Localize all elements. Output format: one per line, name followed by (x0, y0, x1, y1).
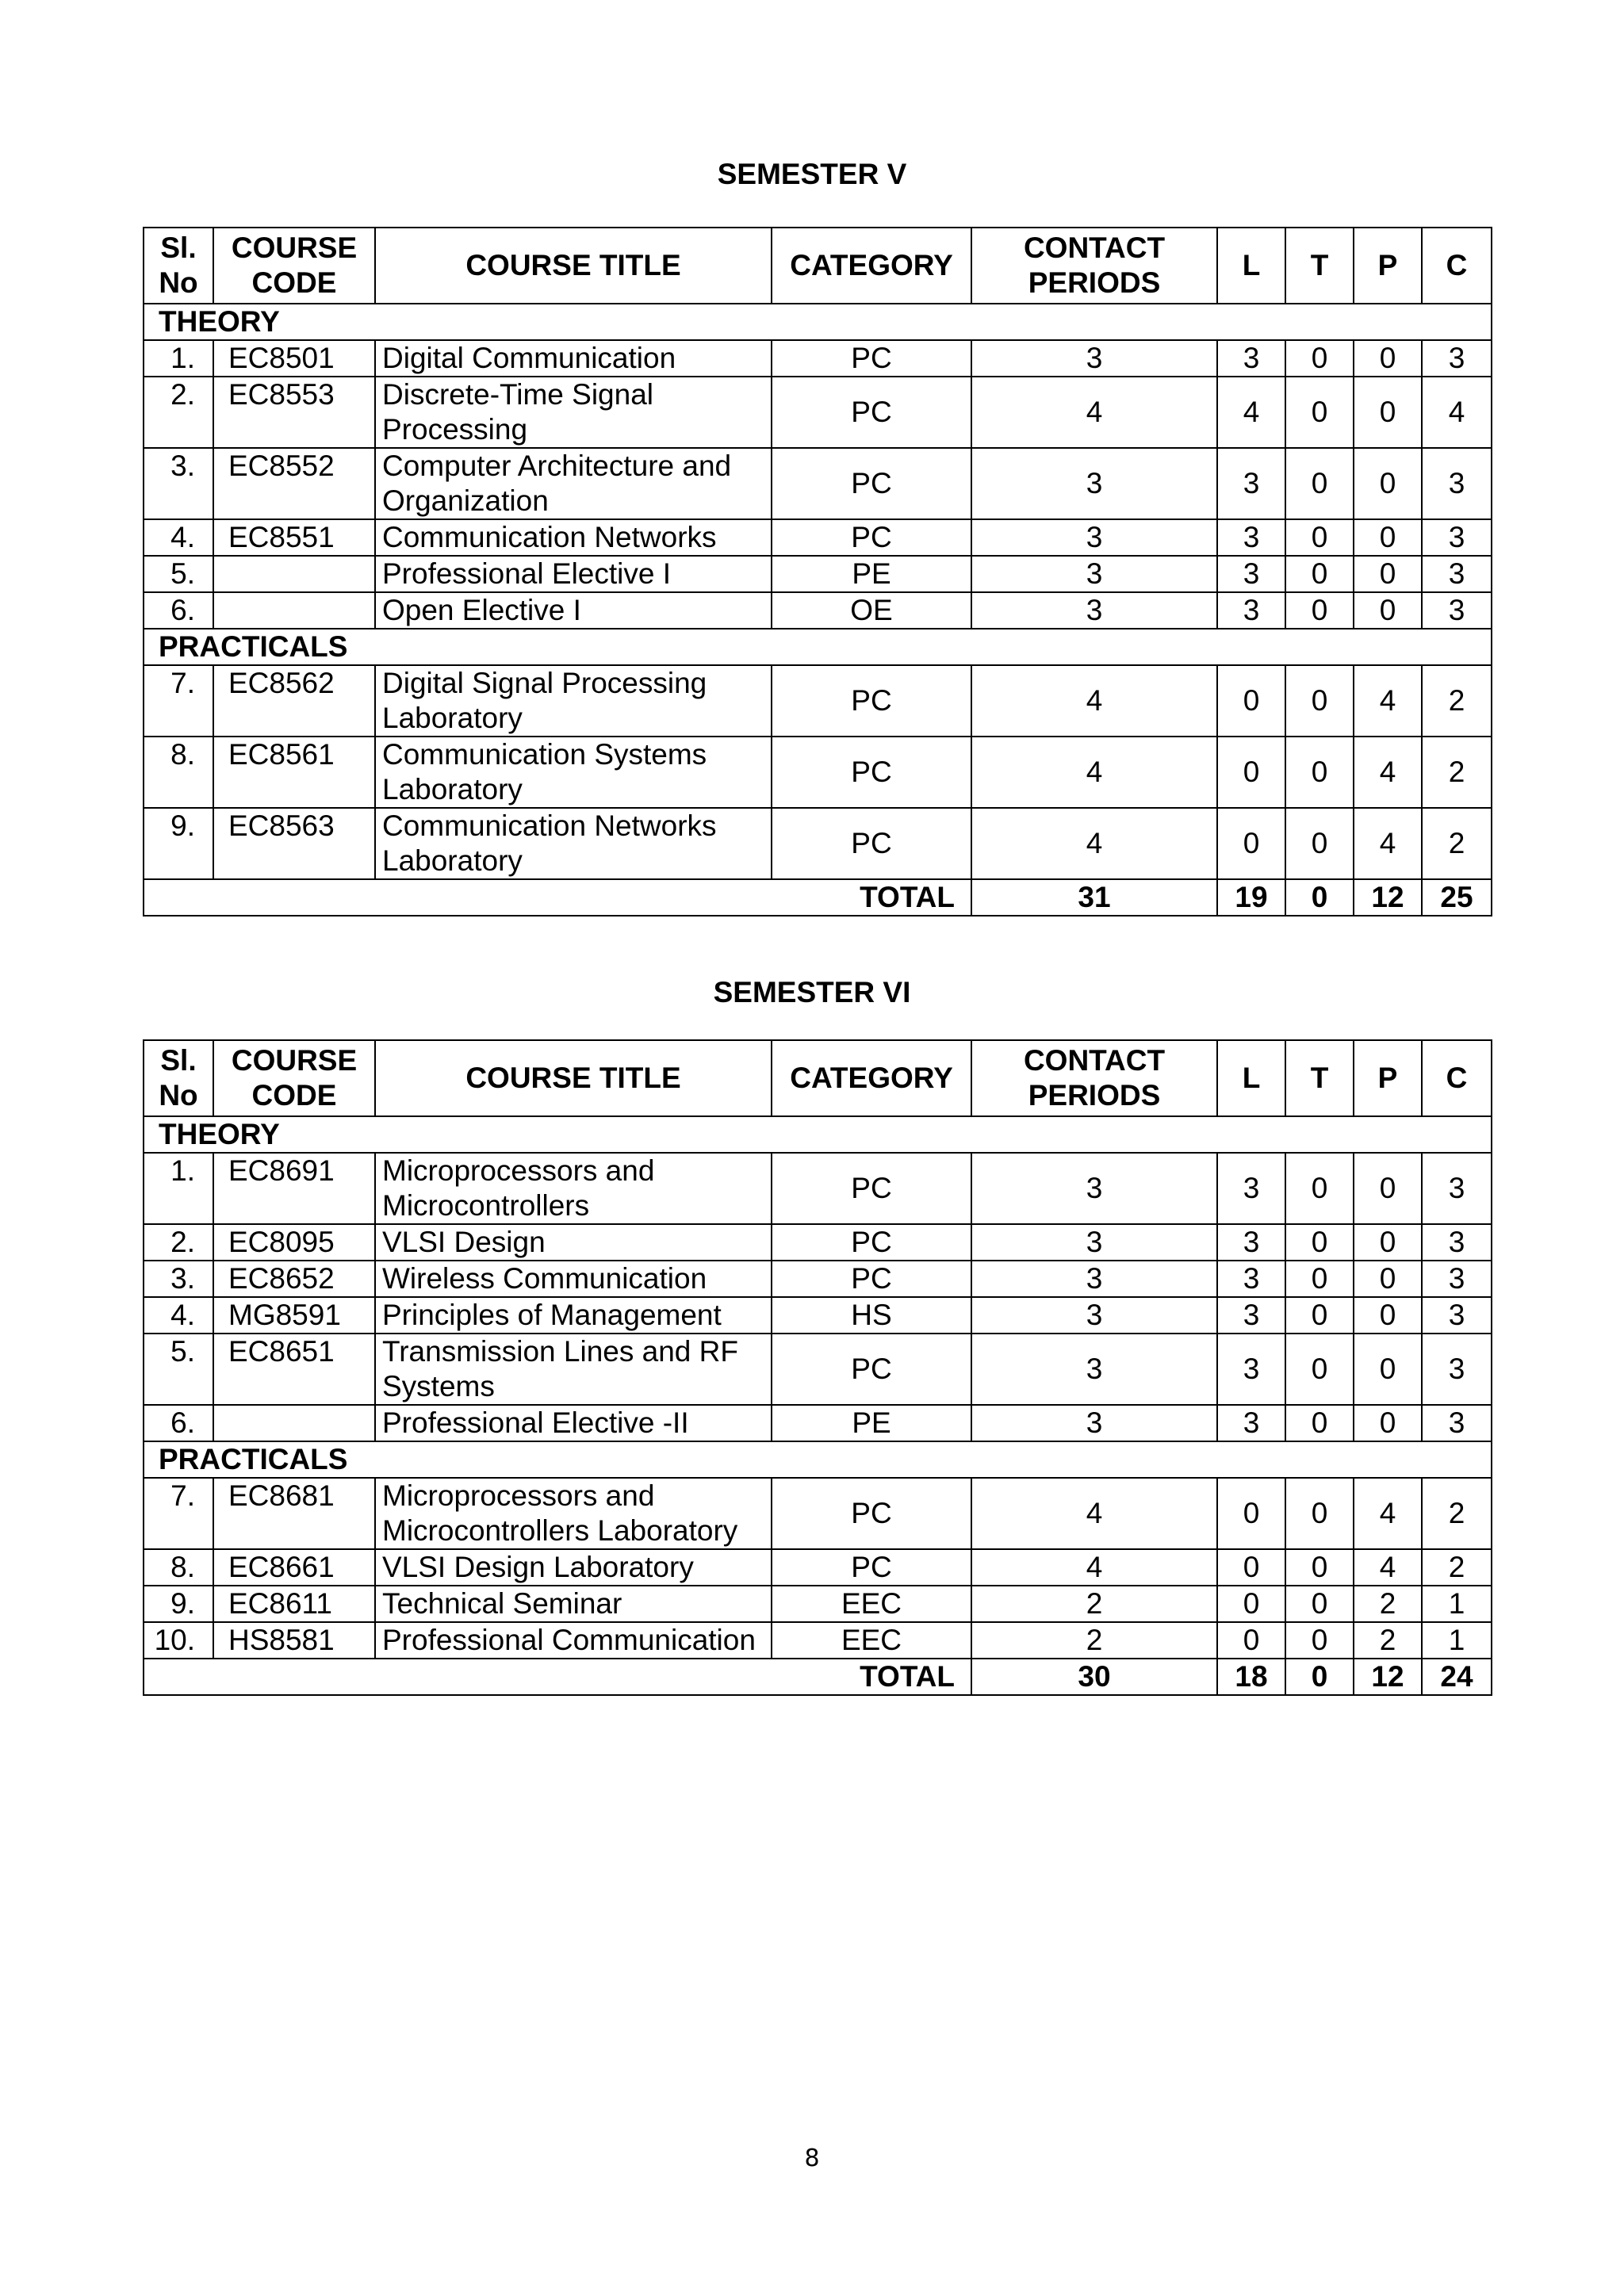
category: PC (772, 1261, 971, 1297)
category: PC (772, 377, 971, 448)
table-row (144, 665, 1492, 737)
course-title: Communication Networks Laboratory (375, 808, 772, 879)
semester-v-title: SEMESTER V (717, 158, 907, 190)
category: PC (772, 1549, 971, 1586)
credits: 3 (1422, 592, 1492, 629)
section-label: PRACTICALS (144, 629, 1492, 665)
total-label: TOTAL (144, 1659, 971, 1695)
table-row (144, 1261, 1492, 1297)
table-row (144, 1153, 1492, 1224)
lecture-hours: 3 (1217, 1153, 1285, 1224)
total-row (144, 1659, 1492, 1695)
total-credits: 24 (1422, 1659, 1492, 1695)
credits: 3 (1422, 1297, 1492, 1334)
practical-hours: 4 (1354, 737, 1422, 808)
contact-periods: 3 (971, 1334, 1217, 1405)
total-practical-hours: 12 (1354, 879, 1422, 916)
lecture-hours: 3 (1217, 1261, 1285, 1297)
contact-periods: 4 (971, 377, 1217, 448)
col-p-header: P (1354, 228, 1422, 304)
course-title: Discrete-Time Signal Processing (375, 377, 772, 448)
category: PC (772, 519, 971, 556)
section-row (144, 629, 1492, 665)
section-label: THEORY (144, 304, 1492, 340)
contact-periods: 3 (971, 592, 1217, 629)
col-category-header: CATEGORY (772, 228, 971, 304)
col-code-header: COURSE CODE (213, 228, 375, 304)
semester-v-table (143, 227, 1492, 916)
total-credits: 25 (1422, 879, 1492, 916)
tutorial-hours: 0 (1285, 1334, 1354, 1405)
lecture-hours: 0 (1217, 1622, 1285, 1659)
total-practical-hours: 12 (1354, 1659, 1422, 1695)
practical-hours: 4 (1354, 808, 1422, 879)
semester-vi-table (143, 1039, 1492, 1696)
sl-no: 8. (144, 737, 213, 808)
col-p-header: P (1354, 1040, 1422, 1116)
contact-periods: 4 (971, 808, 1217, 879)
col-l-header: L (1217, 1040, 1285, 1116)
category: OE (772, 592, 971, 629)
tutorial-hours: 0 (1285, 519, 1354, 556)
category: PC (772, 1334, 971, 1405)
course-code (213, 556, 375, 592)
practical-hours: 4 (1354, 665, 1422, 737)
lecture-hours: 0 (1217, 808, 1285, 879)
lecture-hours: 0 (1217, 1478, 1285, 1549)
col-sl-header: Sl. No (144, 1040, 213, 1116)
table-row (144, 340, 1492, 377)
tutorial-hours: 0 (1285, 448, 1354, 519)
credits: 4 (1422, 377, 1492, 448)
course-code: EC8661 (213, 1549, 375, 1586)
course-title: Computer Architecture and Organization (375, 448, 772, 519)
course-title: Digital Signal Processing Laboratory (375, 665, 772, 737)
sl-no: 6. (144, 1405, 213, 1441)
sl-no: 3. (144, 448, 213, 519)
credits: 2 (1422, 1549, 1492, 1586)
sl-no: 7. (144, 1478, 213, 1549)
course-code: EC8501 (213, 340, 375, 377)
total-label: TOTAL (144, 879, 971, 916)
credits: 3 (1422, 1261, 1492, 1297)
credits: 2 (1422, 737, 1492, 808)
total-lecture-hours: 18 (1217, 1659, 1285, 1695)
course-title: Professional Communication (375, 1622, 772, 1659)
col-title-header: COURSE TITLE (375, 1040, 772, 1116)
course-title: Open Elective I (375, 592, 772, 629)
lecture-hours: 3 (1217, 1224, 1285, 1261)
tutorial-hours: 0 (1285, 1405, 1354, 1441)
col-c-header: C (1422, 228, 1492, 304)
col-c-header: C (1422, 1040, 1492, 1116)
col-category-header: CATEGORY (772, 1040, 971, 1116)
col-l-header: L (1217, 228, 1285, 304)
contact-periods: 4 (971, 1549, 1217, 1586)
tutorial-hours: 0 (1285, 1224, 1354, 1261)
practical-hours: 4 (1354, 1549, 1422, 1586)
contact-periods: 3 (971, 1153, 1217, 1224)
total-tutorial-hours: 0 (1285, 879, 1354, 916)
course-title: VLSI Design Laboratory (375, 1549, 772, 1586)
course-title: Principles of Management (375, 1297, 772, 1334)
course-code: EC8561 (213, 737, 375, 808)
section-row (144, 1441, 1492, 1478)
tutorial-hours: 0 (1285, 556, 1354, 592)
contact-periods: 3 (971, 519, 1217, 556)
course-title: Digital Communication (375, 340, 772, 377)
category: PC (772, 1478, 971, 1549)
contact-periods: 3 (971, 340, 1217, 377)
col-title-header: COURSE TITLE (375, 228, 772, 304)
contact-periods: 2 (971, 1622, 1217, 1659)
course-code: EC8095 (213, 1224, 375, 1261)
table-row (144, 808, 1492, 879)
category: PC (772, 1224, 971, 1261)
page-number: 8 (804, 2145, 820, 2172)
tutorial-hours: 0 (1285, 377, 1354, 448)
course-code: EC8552 (213, 448, 375, 519)
course-title: Technical Seminar (375, 1586, 772, 1622)
course-code: MG8591 (213, 1297, 375, 1334)
sl-no: 5. (144, 1334, 213, 1405)
tutorial-hours: 0 (1285, 1261, 1354, 1297)
table-row (144, 1622, 1492, 1659)
tutorial-hours: 0 (1285, 1586, 1354, 1622)
table-row (144, 1405, 1492, 1441)
course-code: EC8611 (213, 1586, 375, 1622)
credits: 1 (1422, 1622, 1492, 1659)
credits: 3 (1422, 519, 1492, 556)
practical-hours: 0 (1354, 1334, 1422, 1405)
category: PE (772, 556, 971, 592)
tutorial-hours: 0 (1285, 665, 1354, 737)
lecture-hours: 3 (1217, 340, 1285, 377)
col-contact-header: CONTACT PERIODS (971, 1040, 1217, 1116)
credits: 2 (1422, 665, 1492, 737)
course-title: VLSI Design (375, 1224, 772, 1261)
practical-hours: 0 (1354, 556, 1422, 592)
table-row (144, 448, 1492, 519)
lecture-hours: 3 (1217, 1297, 1285, 1334)
header-row (144, 1040, 1492, 1116)
contact-periods: 3 (971, 556, 1217, 592)
lecture-hours: 0 (1217, 1586, 1285, 1622)
lecture-hours: 0 (1217, 665, 1285, 737)
contact-periods: 3 (971, 1261, 1217, 1297)
total-tutorial-hours: 0 (1285, 1659, 1354, 1695)
practical-hours: 0 (1354, 1405, 1422, 1441)
course-code: EC8563 (213, 808, 375, 879)
table-row (144, 377, 1492, 448)
course-title: Professional Elective -II (375, 1405, 772, 1441)
course-title: Communication Systems Laboratory (375, 737, 772, 808)
tutorial-hours: 0 (1285, 1297, 1354, 1334)
category: EEC (772, 1622, 971, 1659)
tutorial-hours: 0 (1285, 1622, 1354, 1659)
category: PC (772, 448, 971, 519)
sl-no: 9. (144, 1586, 213, 1622)
practical-hours: 0 (1354, 1297, 1422, 1334)
sl-no: 5. (144, 556, 213, 592)
category: PC (772, 737, 971, 808)
credits: 3 (1422, 448, 1492, 519)
total-contact-periods: 31 (971, 879, 1217, 916)
contact-periods: 2 (971, 1586, 1217, 1622)
tutorial-hours: 0 (1285, 808, 1354, 879)
lecture-hours: 4 (1217, 377, 1285, 448)
credits: 3 (1422, 340, 1492, 377)
course-title: Wireless Communication (375, 1261, 772, 1297)
category: HS (772, 1297, 971, 1334)
course-title: Microprocessors and Microcontrollers Laboratory (375, 1478, 772, 1549)
credits: 2 (1422, 1478, 1492, 1549)
total-contact-periods: 30 (971, 1659, 1217, 1695)
category: PC (772, 340, 971, 377)
section-row (144, 1116, 1492, 1153)
lecture-hours: 3 (1217, 519, 1285, 556)
table-row (144, 1297, 1492, 1334)
lecture-hours: 0 (1217, 737, 1285, 808)
course-title: Microprocessors and Microcontrollers (375, 1153, 772, 1224)
sl-no: 6. (144, 592, 213, 629)
practical-hours: 0 (1354, 377, 1422, 448)
credits: 3 (1422, 1334, 1492, 1405)
course-code: HS8581 (213, 1622, 375, 1659)
semester-vi-title: SEMESTER VI (713, 976, 911, 1008)
contact-periods: 3 (971, 1405, 1217, 1441)
sl-no: 2. (144, 1224, 213, 1261)
lecture-hours: 3 (1217, 448, 1285, 519)
col-code-header: COURSE CODE (213, 1040, 375, 1116)
credits: 2 (1422, 808, 1492, 879)
sl-no: 9. (144, 808, 213, 879)
section-row (144, 304, 1492, 340)
lecture-hours: 3 (1217, 592, 1285, 629)
practical-hours: 2 (1354, 1622, 1422, 1659)
course-title: Transmission Lines and RF Systems (375, 1334, 772, 1405)
section-label: PRACTICALS (144, 1441, 1492, 1478)
col-contact-header: CONTACT PERIODS (971, 228, 1217, 304)
practical-hours: 0 (1354, 519, 1422, 556)
course-code (213, 1405, 375, 1441)
sl-no: 10. (144, 1622, 213, 1659)
sl-no: 8. (144, 1549, 213, 1586)
lecture-hours: 3 (1217, 556, 1285, 592)
lecture-hours: 3 (1217, 1334, 1285, 1405)
total-row (144, 879, 1492, 916)
category: EEC (772, 1586, 971, 1622)
course-code: EC8651 (213, 1334, 375, 1405)
lecture-hours: 3 (1217, 1405, 1285, 1441)
practical-hours: 0 (1354, 1261, 1422, 1297)
practical-hours: 4 (1354, 1478, 1422, 1549)
tutorial-hours: 0 (1285, 1153, 1354, 1224)
table-row (144, 1549, 1492, 1586)
course-title: Communication Networks (375, 519, 772, 556)
tutorial-hours: 0 (1285, 1549, 1354, 1586)
sl-no: 4. (144, 519, 213, 556)
col-t-header: T (1285, 228, 1354, 304)
practical-hours: 0 (1354, 340, 1422, 377)
tutorial-hours: 0 (1285, 737, 1354, 808)
course-title: Professional Elective I (375, 556, 772, 592)
contact-periods: 4 (971, 1478, 1217, 1549)
practical-hours: 0 (1354, 1224, 1422, 1261)
practical-hours: 0 (1354, 592, 1422, 629)
credits: 3 (1422, 1405, 1492, 1441)
tutorial-hours: 0 (1285, 1478, 1354, 1549)
section-label: THEORY (144, 1116, 1492, 1153)
contact-periods: 3 (971, 448, 1217, 519)
contact-periods: 4 (971, 737, 1217, 808)
table-row (144, 1224, 1492, 1261)
table-row (144, 519, 1492, 556)
course-code: EC8652 (213, 1261, 375, 1297)
table-row (144, 1334, 1492, 1405)
sl-no: 1. (144, 1153, 213, 1224)
col-t-header: T (1285, 1040, 1354, 1116)
credits: 3 (1422, 556, 1492, 592)
table-row (144, 1478, 1492, 1549)
tutorial-hours: 0 (1285, 592, 1354, 629)
credits: 3 (1422, 1153, 1492, 1224)
table-row (144, 592, 1492, 629)
table-row (144, 556, 1492, 592)
sl-no: 4. (144, 1297, 213, 1334)
sl-no: 2. (144, 377, 213, 448)
sl-no: 3. (144, 1261, 213, 1297)
table-row (144, 737, 1492, 808)
category: PC (772, 665, 971, 737)
course-code: EC8562 (213, 665, 375, 737)
tutorial-hours: 0 (1285, 340, 1354, 377)
practical-hours: 0 (1354, 448, 1422, 519)
course-code (213, 592, 375, 629)
course-code: EC8551 (213, 519, 375, 556)
credits: 3 (1422, 1224, 1492, 1261)
contact-periods: 3 (971, 1297, 1217, 1334)
course-code: EC8691 (213, 1153, 375, 1224)
header-row (144, 228, 1492, 304)
contact-periods: 3 (971, 1224, 1217, 1261)
credits: 1 (1422, 1586, 1492, 1622)
course-code: EC8553 (213, 377, 375, 448)
lecture-hours: 0 (1217, 1549, 1285, 1586)
contact-periods: 4 (971, 665, 1217, 737)
category: PE (772, 1405, 971, 1441)
practical-hours: 0 (1354, 1153, 1422, 1224)
course-code: EC8681 (213, 1478, 375, 1549)
practical-hours: 2 (1354, 1586, 1422, 1622)
total-lecture-hours: 19 (1217, 879, 1285, 916)
category: PC (772, 1153, 971, 1224)
sl-no: 1. (144, 340, 213, 377)
col-sl-header: Sl. No (144, 228, 213, 304)
category: PC (772, 808, 971, 879)
sl-no: 7. (144, 665, 213, 737)
table-row (144, 1586, 1492, 1622)
